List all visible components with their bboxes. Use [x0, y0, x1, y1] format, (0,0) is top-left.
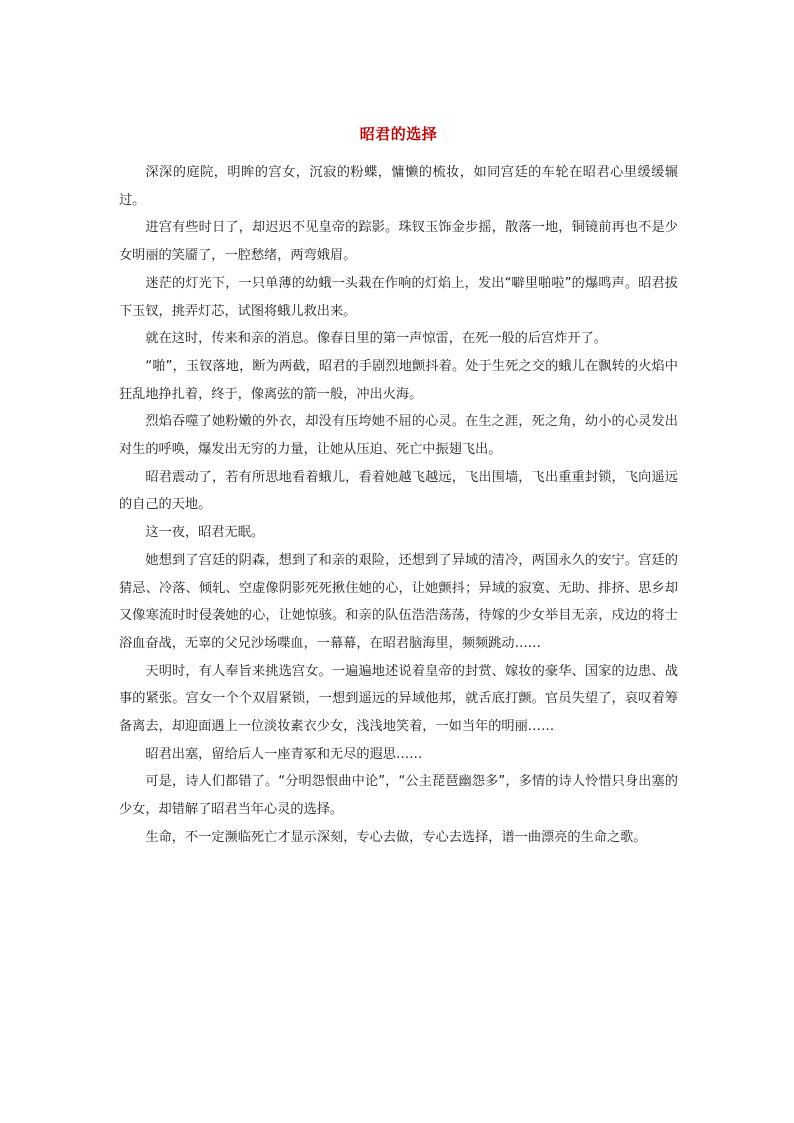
paragraph: 进宫有些时日了，却迟迟不见皇帝的踪影。珠钗玉饰金步摇，散落一地，铜镜前再也不是少女明丽的笑靥了，一腔愁绪，两弯娥眉。 [119, 220, 678, 264]
document-body [119, 122, 678, 852]
paragraph: 迷茫的灯光下，一只单薄的幼蛾一头栽在作响的灯焰上，发出“噼里啪啦”的爆鸣声。昭君拔下玉钗，挑弄灯芯，试图将蛾儿救出来。 [119, 275, 678, 319]
paragraph: 就在这时，传来和亲的消息。像春日里的第一声惊雷，在死一般的后宫炸开了。 [145, 331, 607, 347]
paragraph: 生命，不一定濒临死亡才显示深刻，专心去做，专心去选择，谱一曲漂亮的生命之歌。 [145, 829, 647, 845]
paragraph: “啪”，玉钗落地，断为两截，昭君的手剧烈地颤抖着。处于生死之交的蛾儿在飘转的火焰中狂乱地挣扎着，终于，像离弦的箭一般，冲出火海。 [119, 358, 678, 402]
paragraph: 这一夜，昭君无眠。 [145, 525, 265, 541]
document-title: 昭君的选择 [359, 125, 438, 143]
paragraph: 可是，诗人们都错了。“分明怨恨曲中论”，“公主琵琶幽怨多”，多情的诗人怜惜只身出塞的少女，却错解了昭君当年心灵的选择。 [119, 774, 678, 818]
paragraph: 天明时，有人奉旨来挑选宫女。一遍遍地述说着皇帝的封赏、嫁妆的豪华、国家的边患、战事的紧张。宫女一个个双眉紧锁，一想到遥远的异域他邦，就舌底打颤。官员失望了，哀叹着筹备离去，却迎面遇上一位淡妆素衣少女，浅浅地笑着，一如当年的明丽…… [119, 663, 678, 735]
paragraph: 深深的庭院，明眸的宫女，沉寂的粉蝶，慵懒的梳妆，如同宫廷的车轮在昭君心里缓缓辗过。 [119, 165, 678, 208]
paragraph: 昭君震动了，若有所思地看着蛾儿，看着她越飞越远，飞出围墙，飞出重重封锁，飞向遥远的自己的天地。 [119, 469, 678, 513]
paragraph: 烈焰吞噬了她粉嫩的外衣，却没有压垮她不屈的心灵。在生之涯，死之角，幼小的心灵发出对生的呼唤，爆发出无穷的力量，让她从压迫、死亡中振翅飞出。 [119, 414, 678, 458]
paragraph: 昭君出塞，留给后人一座青冢和无尽的遐思…… [145, 746, 423, 762]
paragraph: 她想到了宫廷的阴森，想到了和亲的艰险，还想到了异域的清冷，两国永久的安宁。宫廷的猜忌、冷落、倾轧、空虚像阴影死死揪住她的心，让她颤抖；异域的寂寞、无助、排挤、思乡却又像寒流时时侵袭她的心，让她惊骇。和亲的队伍浩浩荡荡，待嫁的少女举目无亲，戍边的将士浴血奋战，无辜的父兄沙场喋血，一幕幕，在昭君脑海里，频频跳动…… [119, 552, 678, 651]
